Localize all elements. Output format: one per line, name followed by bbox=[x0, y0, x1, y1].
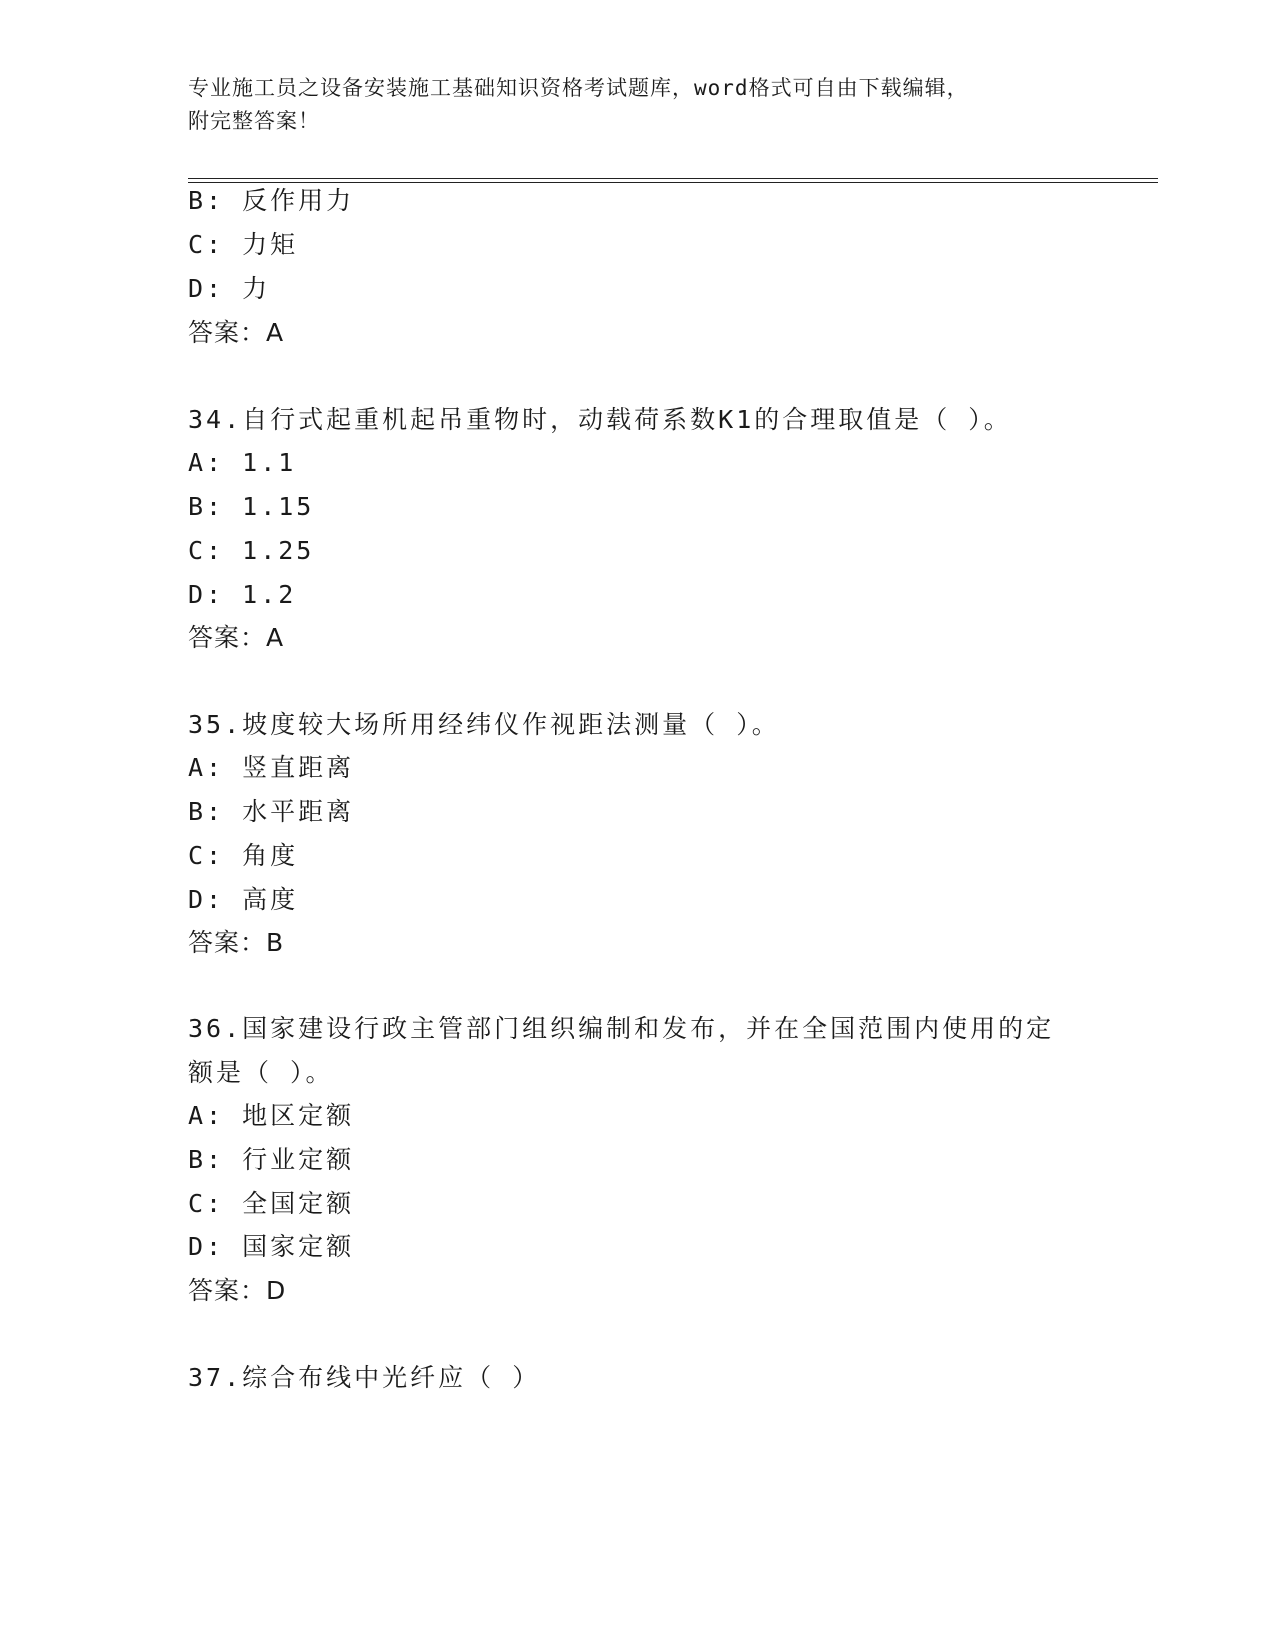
q35-option-c: C: 角度 bbox=[188, 841, 299, 870]
q34-answer: 答案：A bbox=[188, 623, 285, 652]
header-line-1: 专业施工员之设备安装施工基础知识资格考试题库，word格式可自由下载编辑， bbox=[188, 76, 969, 100]
q35-option-d: D: 高度 bbox=[188, 885, 299, 914]
q34-option-c: C: 1.25 bbox=[188, 536, 315, 565]
q36-question-line-2: 额是（ ）。 bbox=[188, 1058, 334, 1087]
q37-question: 37.综合布线中光纤应（ ） bbox=[188, 1363, 541, 1392]
header-line-2: 附完整答案！ bbox=[188, 109, 320, 133]
q35-option-b: B: 水平距离 bbox=[188, 797, 355, 826]
q34-option-b: B: 1.15 bbox=[188, 492, 315, 521]
q35-question: 35.坡度较大场所用经纬仪作视距法测量（ ）。 bbox=[188, 710, 780, 739]
q34-option-a: A: 1.1 bbox=[188, 448, 297, 477]
header-divider bbox=[188, 178, 1158, 183]
q36-option-d: D: 国家定额 bbox=[188, 1232, 355, 1261]
q36-option-a: A: 地区定额 bbox=[188, 1101, 355, 1130]
q35-option-a: A: 竖直距离 bbox=[188, 753, 355, 782]
q34-question: 34.自行式起重机起吊重物时，动载荷系数K1的合理取值是（ ）。 bbox=[188, 405, 1012, 434]
q36-option-c: C: 全国定额 bbox=[188, 1189, 355, 1218]
q33-answer: 答案：A bbox=[188, 318, 285, 347]
q36-question-line-1: 36.国家建设行政主管部门组织编制和发布，并在全国范围内使用的定 bbox=[188, 1014, 1055, 1043]
q33-option-b: B: 反作用力 bbox=[188, 186, 355, 215]
document-header bbox=[188, 72, 1088, 138]
q36-answer: 答案：D bbox=[188, 1276, 287, 1305]
q33-option-d: D: 力 bbox=[188, 274, 271, 303]
q36-option-b: B: 行业定额 bbox=[188, 1145, 355, 1174]
q33-option-c: C: 力矩 bbox=[188, 230, 299, 259]
q34-option-d: D: 1.2 bbox=[188, 580, 297, 609]
q35-answer: 答案：B bbox=[188, 928, 285, 957]
